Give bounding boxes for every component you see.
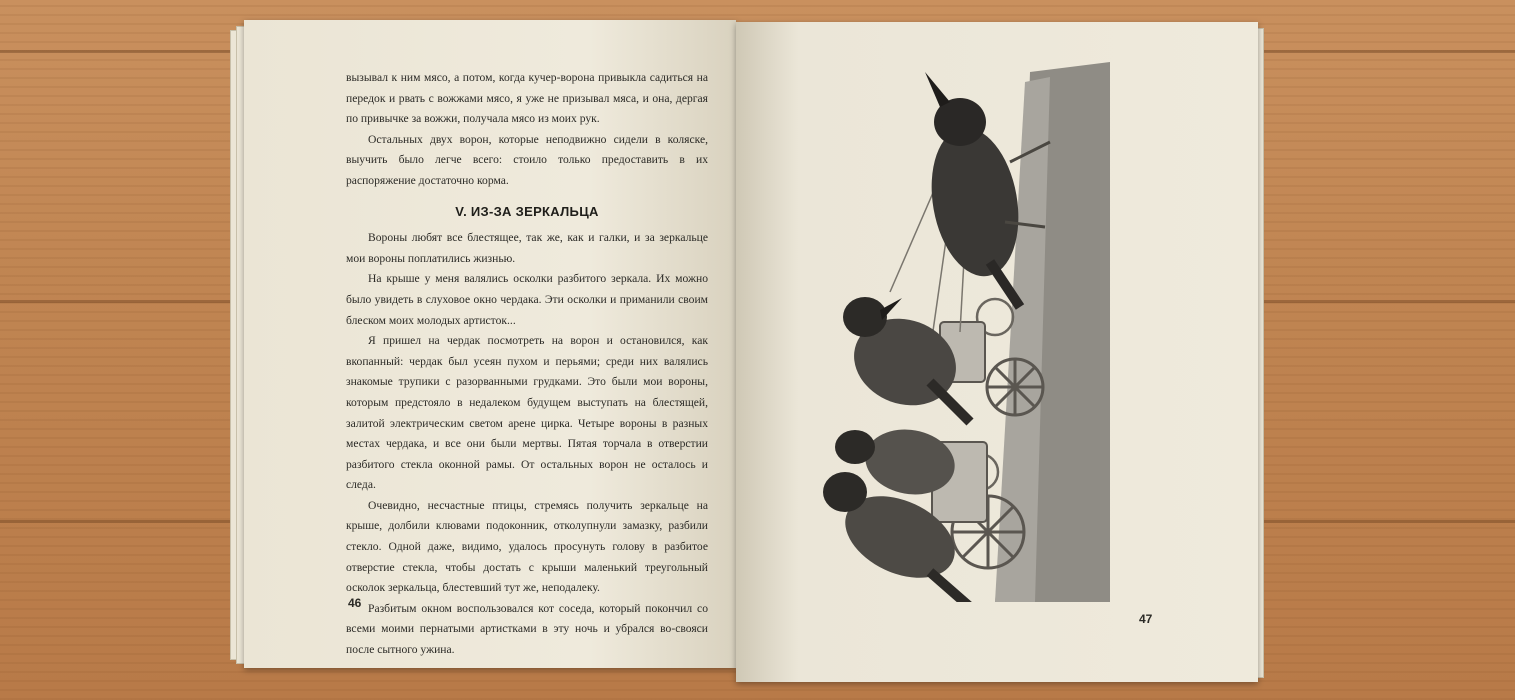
chapter-heading: V. ИЗ-ЗА ЗЕРКАЛЬЦА (455, 203, 599, 219)
page-number-left: 46 (348, 596, 362, 610)
paragraph: Разбитым окном воспользовался кот соседа, который покончил со всеми моими пернатыми артистками в эту ночь и убрался во-свояси после сытного ужина. (346, 601, 708, 657)
carriage-wheel-icon (987, 359, 1043, 415)
crows-pulling-carriage-illustration (820, 62, 1120, 602)
right-page (736, 22, 1258, 682)
page-number-right: 47 (1139, 612, 1153, 626)
crow-icon (842, 297, 970, 422)
paragraph: Вороны любят все блестящее, так же, как и галки, и за зеркальце мои вороны поплатились жизнью. (346, 231, 708, 265)
paragraph: Я пришел на чердак посмотреть на ворон и остановился, как вкопанный: чердак был усеян пухом и перьями; среди них валялись знакомые трупики с разорванными грудками. Это были мои вороны, которым предстояло в недалеком будущем выступать на блестящей, залитой электрическим светом арене цирка. Четыре вороны в разных местах чердака, и все они были мертвы. Пятая торчала в отверстии разбитого стекла оконной рамы. От остальных ворон не осталось и следа. (346, 334, 708, 492)
left-page (244, 20, 736, 668)
paragraph: На крыше у меня валялись осколки разбитого зеркала. Их можно было увидеть в слуховое окно чердака. Эти осколки и приманили своим блеском моих молодых артисток... (346, 272, 708, 327)
left-page-text (346, 68, 708, 661)
paragraph: Очевидно, несчастные птицы, стремясь получить зеркальце на крыше, долбили клювами подоконник, отколупнули замазку, разбили стекло. Одной даже, видимо, удалось просунуть голову в разбитое отверстие стекла, чтобы достать с крыши маленький треугольный осколок зеркальца, блестевший тут же, неподалеку. (346, 498, 708, 595)
paragraph: Остальных двух ворон, которые неподвижно сидели в коляске, выучить было легче всего: стоило только предоставить в их распоряжение достаточно корма. (346, 132, 708, 187)
paragraph: вызывал к ним мясо, а потом, когда кучер-ворона привыкла садиться на передок и рвать с вожжами мясо, я уже не призывал мяса, и она, дергая по привычке за вожжи, получала мясо из моих рук. (346, 71, 708, 126)
